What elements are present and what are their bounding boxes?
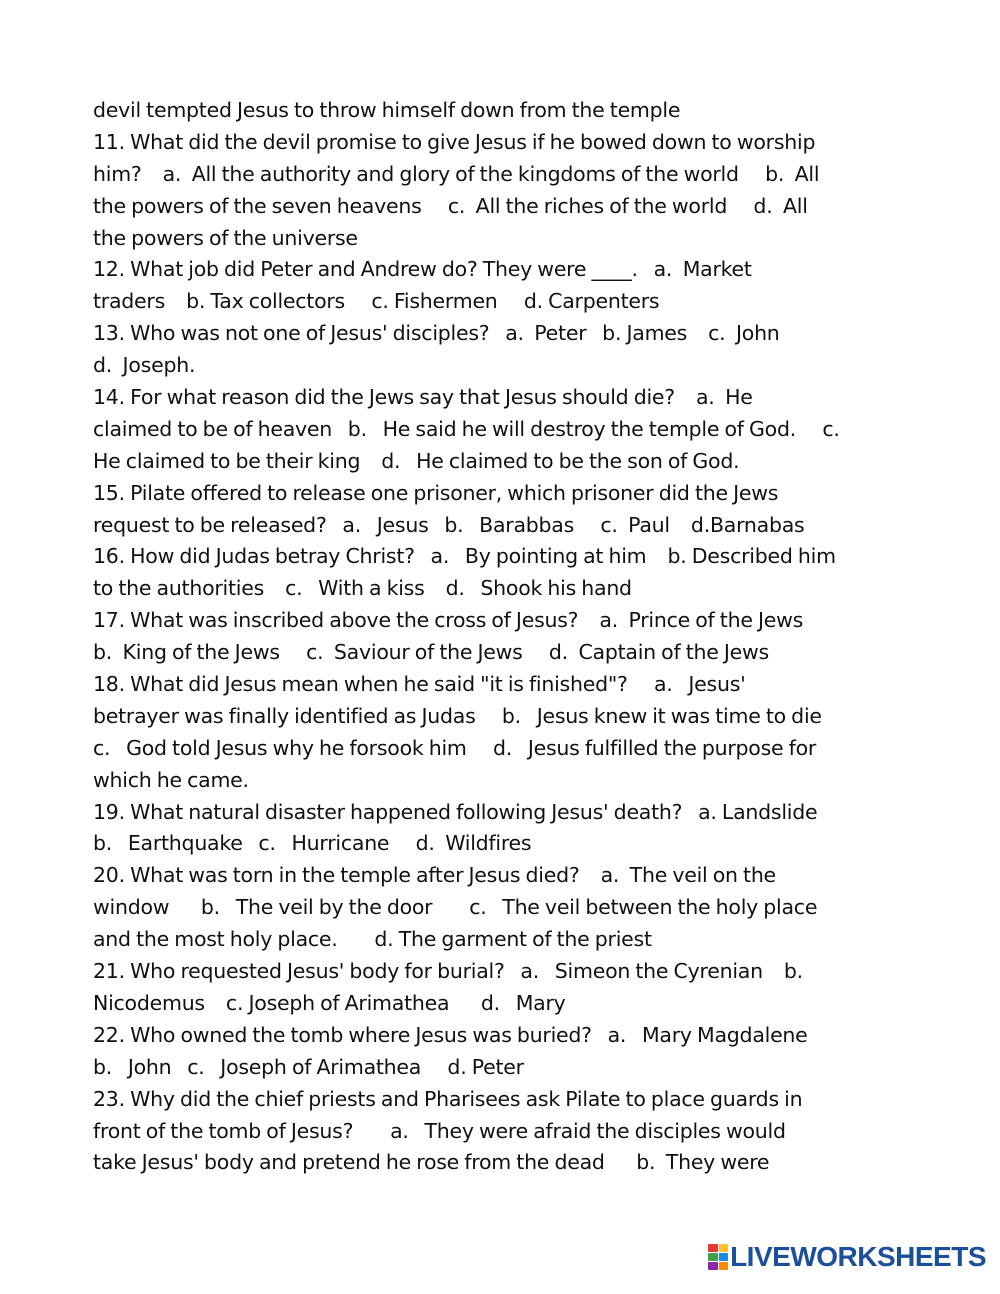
text-line: 17. What was inscribed above the cross of Jesus? a. Prince of the Jews — [93, 608, 804, 633]
text-line: 23. Why did the chief priests and Pharisees ask Pilate to place guards in — [93, 1086, 803, 1111]
text-line: b. King of the Jews c. Saviour of the Jews d. Captain of the Jews — [93, 640, 769, 665]
text-line: to the authorities c. With a kiss d. Shook his hand — [93, 576, 632, 601]
text-line: 21. Who requested Jesus' body for burial? a. Simeon the Cyrenian b. — [93, 959, 803, 984]
text-line: request to be released? a. Jesus b. Barabbas c. Paul d.Barnabas — [93, 512, 805, 537]
text-line: traders b. Tax collectors c. Fishermen d. Carpenters — [93, 289, 660, 314]
text-line: him? a. All the authority and glory of the kingdoms of the world b. All — [93, 161, 820, 186]
text-line: c. God told Jesus why he forsook him d. Jesus fulfilled the purpose for — [93, 735, 817, 760]
text-line: d. Joseph. — [93, 353, 196, 378]
text-line: 13. Who was not one of Jesus' disciples? a. Peter b. James c. John — [93, 321, 780, 346]
text-line: 20. What was torn in the temple after Jesus died? a. The veil on the — [93, 863, 776, 888]
text-line: devil tempted Jesus to throw himself down from the temple — [93, 98, 681, 122]
text-line: front of the tomb of Jesus? a. They were afraid the disciples would — [93, 1118, 786, 1143]
text-line: the powers of the seven heavens c. All the riches of the world d. All — [93, 193, 808, 218]
text-line: b. Earthquake c. Hurricane d. Wildfires — [93, 831, 532, 856]
text-line: take Jesus' body and pretend he rose from the dead b. They were — [93, 1150, 770, 1175]
text-line: Nicodemus c. Joseph of Arimathea d. Mary — [93, 990, 566, 1015]
question-text-block — [93, 95, 923, 1179]
text-line: 19. What natural disaster happened following Jesus' death? a. Landslide — [93, 799, 818, 824]
text-line: window b. The veil by the door c. The veil between the holy place — [93, 895, 818, 920]
liveworksheets-logo-icon — [708, 1244, 728, 1270]
liveworksheets-brand-text: LIVEWORKSHEETS — [730, 1241, 986, 1272]
text-line: the powers of the universe — [93, 225, 358, 250]
text-line: b. John c. Joseph of Arimathea d. Peter — [93, 1054, 524, 1079]
liveworksheets-logo — [708, 1242, 986, 1272]
text-line: and the most holy place. d. The garment of the priest — [93, 927, 652, 952]
text-line: 11. What did the devil promise to give Jesus if he bowed down to worship — [93, 129, 816, 154]
text-line: 16. How did Judas betray Christ? a. By pointing at him b. Described him — [93, 544, 836, 569]
text-line: He claimed to be their king d. He claimed to be the son of God. — [93, 448, 740, 473]
text-line: 12. What job did Peter and Andrew do? They were ____. a. Market — [93, 257, 752, 282]
text-line: which he came. — [93, 767, 249, 792]
text-line: 18. What did Jesus mean when he said "it is finished"? a. Jesus' — [93, 672, 746, 697]
text-line: 15. Pilate offered to release one prisoner, which prisoner did the Jews — [93, 480, 779, 505]
text-line: claimed to be of heaven b. He said he will destroy the temple of God. c. — [93, 416, 840, 441]
text-line: betrayer was finally identified as Judas b. Jesus knew it was time to die — [93, 703, 822, 728]
text-line: 14. For what reason did the Jews say that Jesus should die? a. He — [93, 385, 753, 410]
text-line: 22. Who owned the tomb where Jesus was buried? a. Mary Magdalene — [93, 1022, 808, 1047]
